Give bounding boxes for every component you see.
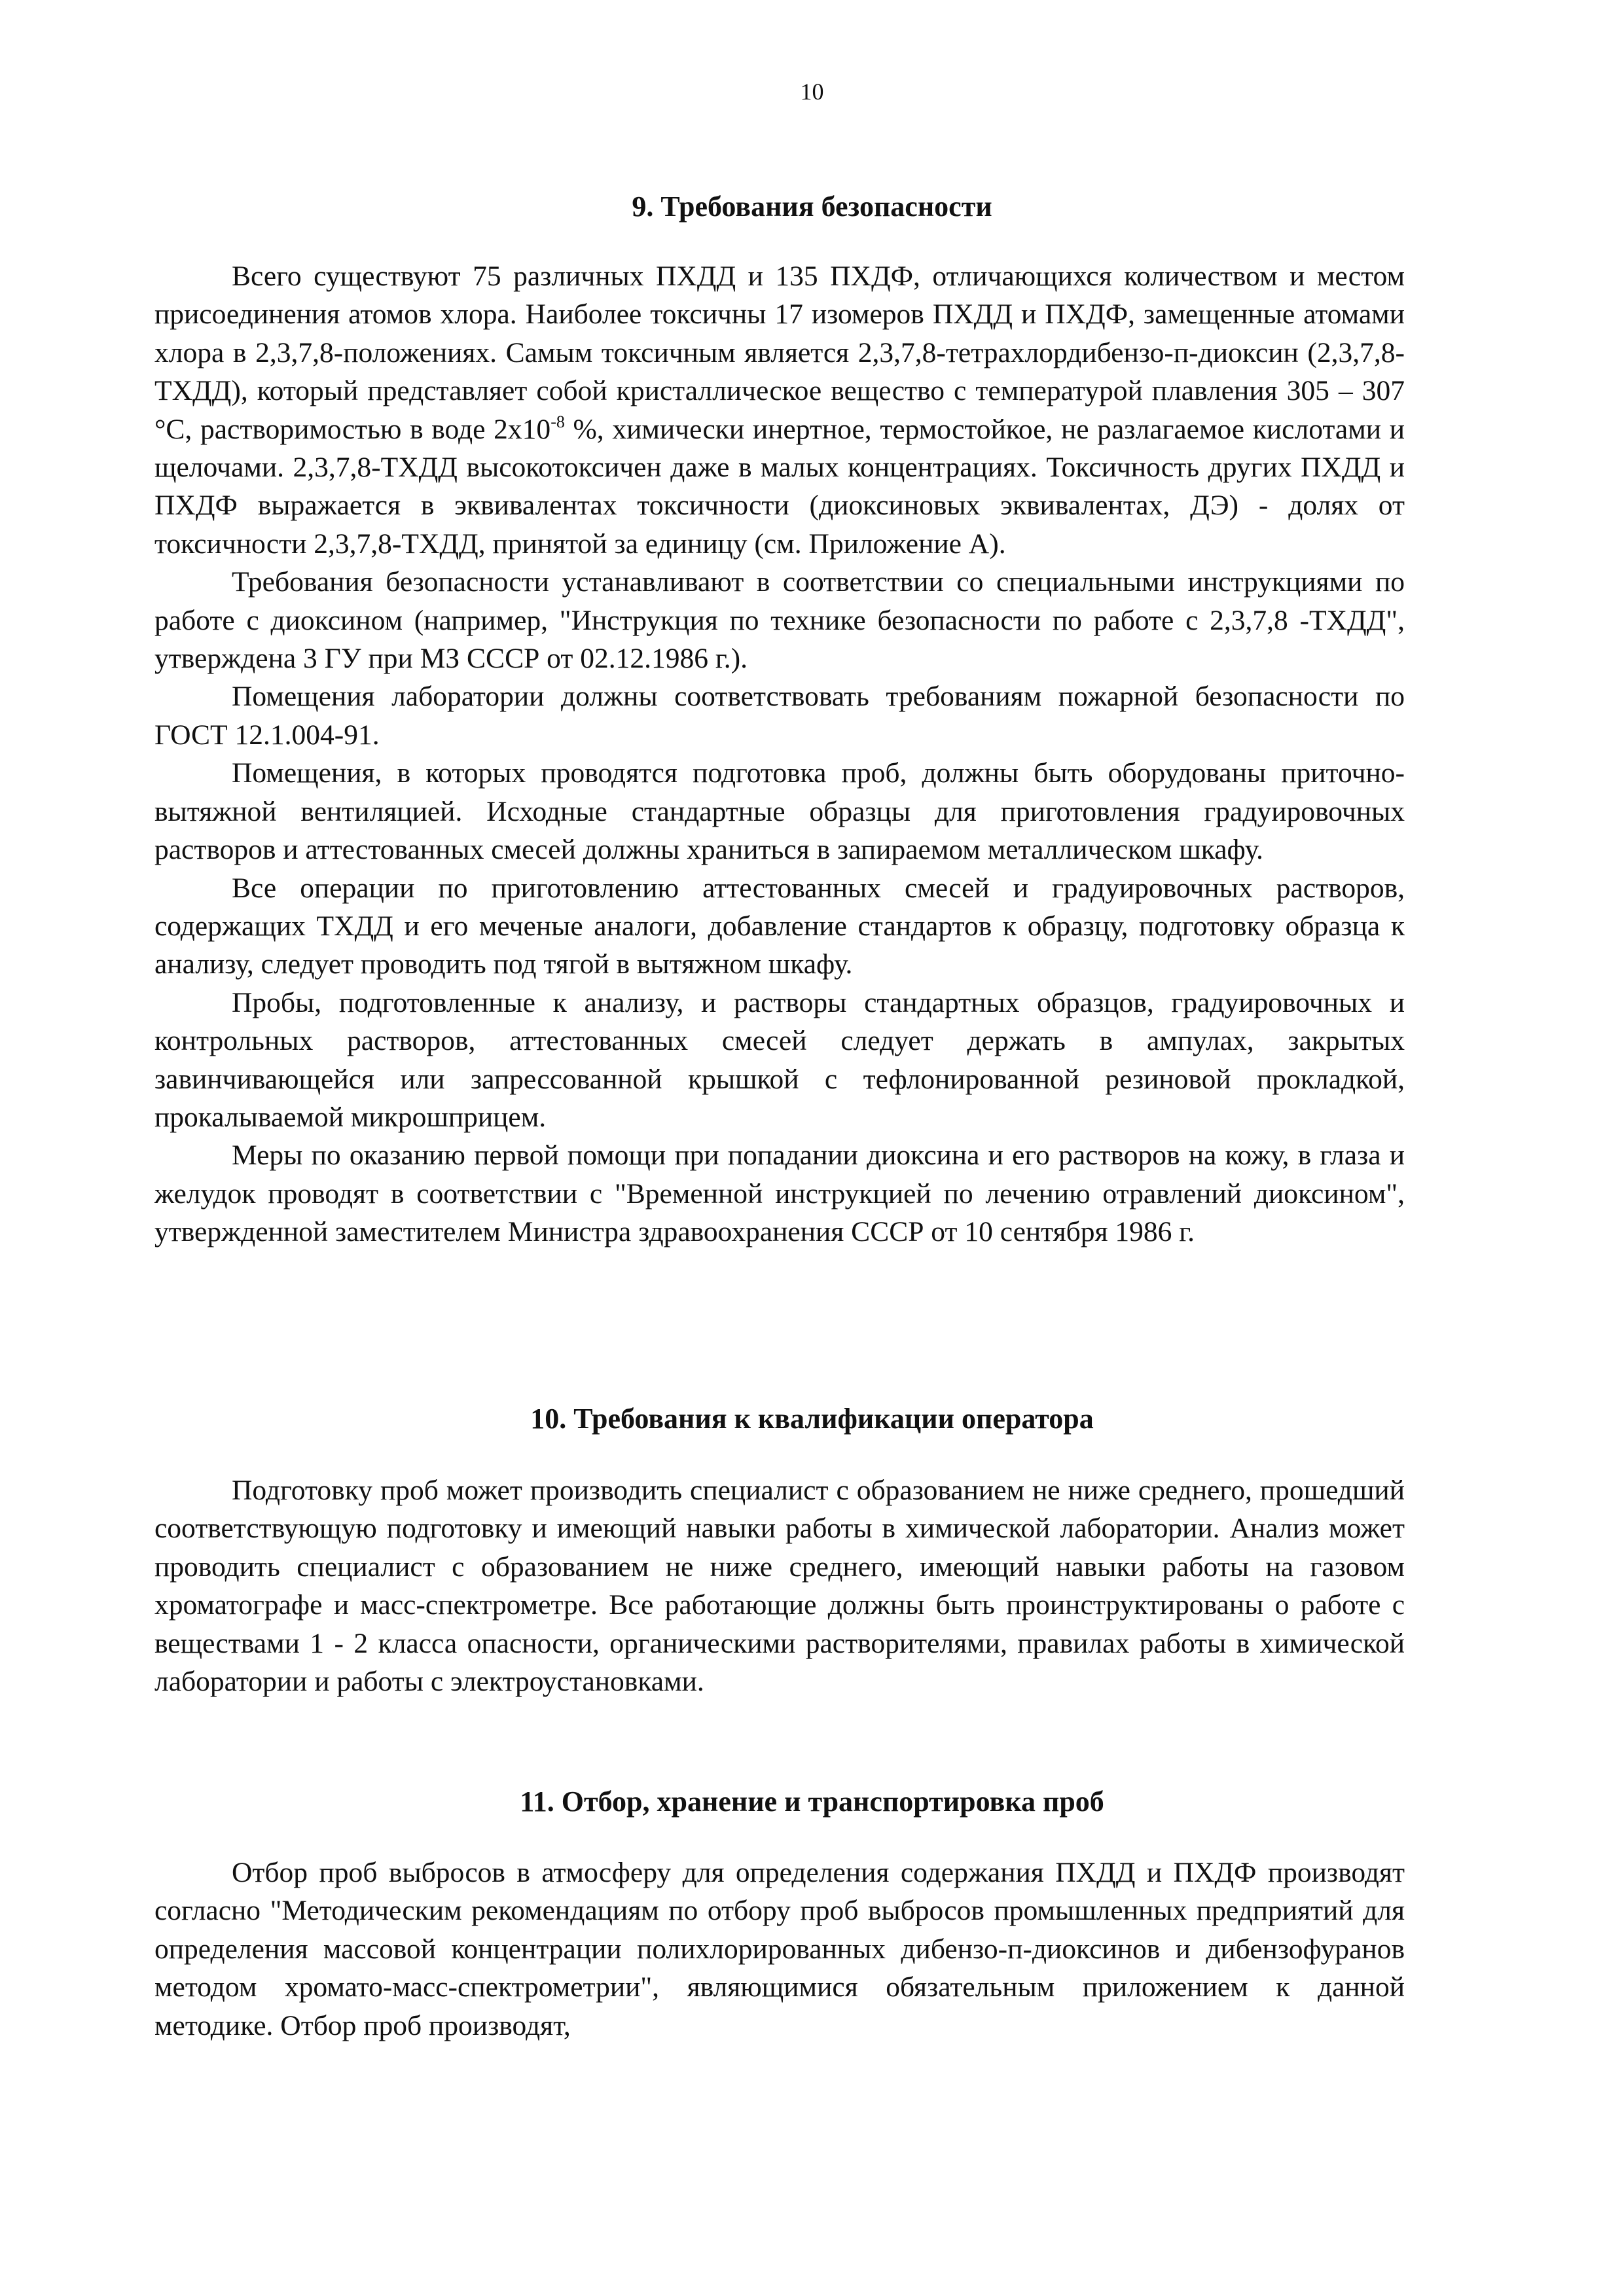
section-heading-qualification: 10. Требования к квалификации оператора — [530, 1403, 1094, 1435]
section-body-sampling — [154, 1854, 1405, 2045]
paragraph-text: %, химически инертное, термостойкое, не разлагаемое кислотами и щелочами. 2,3,7,8-ТХДД высокотоксичен даже в малых концентрациях. Токсичность других ПХДД и ПХДФ выражается в эквивалентах токсичности (диоксиновых эквивалентах, ДЭ) - долях от токсичности 2,3,7,8-ТХДД, принятой за единицу (см. Приложение А). — [154, 413, 1405, 560]
paragraph-text: Всего существуют 75 различных ПХДД и 135 ПХДФ, отличающихся количеством и местом присоединения атомов хлора. Наиболее токсичны 17 изомеров ПХДД и ПХДФ, замещенные атомами хлора в 2,3,7,8-положениях. Самым токсичным является 2,3,7,8-тетрахлордибензо-п-диоксин (2,3,7,8-ТХДД), который представляет собой кристаллическое вещество с температурой плавления 305 – 307 °С, растворимостью в воде 2х10 — [154, 260, 1405, 445]
paragraph — [154, 257, 1405, 563]
section-body-safety — [154, 257, 1405, 1251]
section-heading-sampling: 11. Отбор, хранение и транспортировка проб — [520, 1785, 1104, 1818]
paragraph: Все операции по приготовлению аттестованных смесей и градуировочных растворов, содержащих ТХДД и его меченые аналоги, добавление стандартов к образцу, подготовку образца к анализу, следует проводить под тягой в вытяжном шкафу. — [154, 872, 1405, 980]
paragraph: Помещения лаборатории должны соответствовать требованиям пожарной безопасности по ГОСТ 12.1.004-91. — [154, 681, 1405, 751]
superscript-exponent: -8 — [550, 412, 565, 431]
paragraph: Помещения, в которых проводятся подготовка проб, должны быть оборудованы приточно-вытяжной вентиляцией. Исходные стандартные образцы для приготовления градуировочных растворов и аттестованных смесей должны храниться в запираемом металлическом шкафу. — [154, 757, 1405, 866]
paragraph: Меры по оказанию первой помощи при попадании диоксина и его растворов на кожу, в глаза и желудок проводят в соответствии с "Временной инструкцией по лечению отравлений диоксином", утвержденной заместителем Министра здравоохранения СССР от 10 сентября 1986 г. — [154, 1139, 1405, 1248]
section-body-qualification — [154, 1471, 1405, 1700]
paragraph: Требования безопасности устанавливают в соответствии со специальными инструкциями по работе с диоксином (например, "Инструкция по технике безопасности по работе с 2,3,7,8 -ТХДД", утверждена 3 ГУ при МЗ СССР от 02.12.1986 г.). — [154, 566, 1405, 675]
paragraph: Отбор проб выбросов в атмосферу для определения содержания ПХДД и ПХДФ производят согласно "Методическим рекомендациям по отбору проб выбросов промышленных предприятий для определения массовой концентрации полихлорированных дибензо-п-диоксинов и дибензофуранов методом хромато-масс-спектрометрии", являющимися обязательным приложением к данной методике. Отбор проб производят, — [154, 1857, 1405, 2041]
paragraph: Пробы, подготовленные к анализу, и растворы стандартных образцов, градуировочных и контрольных растворов, аттестованных смесей следует держать в ампулах, закрытых завинчивающейся или запрессованной крышкой с тефлонированной резиновой прокладкой, прокалываемой микрошприцем. — [154, 986, 1405, 1133]
section-heading-safety: 9. Требования безопасности — [632, 190, 992, 223]
page-number: 10 — [800, 79, 824, 105]
paragraph: Подготовку проб может производить специалист с образованием не ниже среднего, прошедший соответствующую подготовку и имеющий навыки работы в химической лаборатории. Анализ может проводить специалист с образованием не ниже среднего, имеющий навыки работы на газовом хроматографе и масс-спектрометре. Все работающие должны быть проинструктированы о работе с веществами 1 - 2 класса опасности, органическими растворителями, правилах работы в химической лаборатории и работы с электроустановками. — [154, 1475, 1405, 1698]
